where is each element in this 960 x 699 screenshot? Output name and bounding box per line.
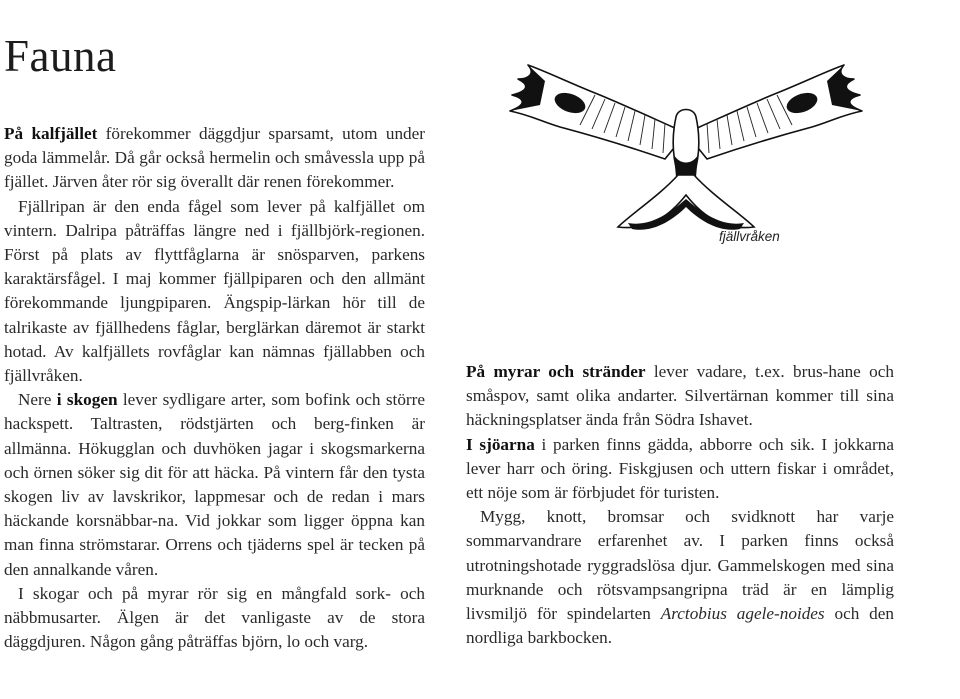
paragraph-sork: I skogar och på myrar rör sig en mångfald sork- och näbbmusarter. Älgen är det vanligaste av de stora däggdjuren. Någon gång påträffas björn, lo och varg. — [4, 583, 425, 652]
paragraph-fjallripan: Fjällripan är den enda fågel som lever på kalfjället om vintern. Dalripa påträffas längre ned i fjällbjörk-regionen. Först på plats av flyttfåglarna är snösparven, parkens karaktärsfågel. I maj kommer fjällpiparen och den allmänt förekommande ljungpiparen. Ängspip-lärkan hör till de talrikaste av fjällhedens fåglar, berglärkan däremot är starkt hotad. Av kalfjällets rovfåglar kan nämnas fjällabben och fjällvråken. — [4, 196, 425, 386]
paragraph-kalfjallet: På kalfjället förekommer däggdjur sparsamt, utom under goda lämmelår. Då går också hermelin och småvessla upp på fjället. Järven åter rör sig överallt där renen förekommer. — [4, 124, 426, 192]
paragraph-sjoarna: I sjöarna i parken finns gädda, abborre och sik. I jokkarna lever harr och öring. Fiskgjusen och uttern fiskar i området, ett nöje som är förbjudet för turisten. — [466, 434, 894, 503]
paragraph-skogen: Nere i skogen lever sydligare arter, som bofink och större hackspett. Taltrasten, rödstjärten och berg-finken är allmänna. Hökugglan och duvhöken jagar i skogsmarkerna och örnen söker sig dit för att häcka. På vintern får den tysta skogen liv av lavskrikor, lappmesar och de redan i mars häckande korsnäbbar-na. Vid jokkar som ligger öppna kan man finna strömstarar. Orrens och tjäderns spel är tecken på den annalkande våren. — [4, 390, 425, 579]
page-title: Fauna — [4, 31, 117, 81]
rough-legged-buzzard-illustration — [500, 55, 872, 240]
image-caption: fjällvråken — [719, 229, 780, 244]
right-column — [466, 360, 894, 650]
species-name: Arctobius agele-noides — [660, 604, 825, 624]
paragraph-myrar: På myrar och stränder lever vadare, t.ex. brus-hane och småspov, samt olika andarter. Silvertärnan kommer till sina häckningsplatser ända från Södra Ishavet. — [466, 362, 894, 430]
paragraph-mygg: Mygg, knott, bromsar och svidknott har varje sommarvandrare erfarenhet av. I parken finns också utrotningshotade ryggradslösa djur. Gammelskogen med sina murknande och rötsvampsangripna träd är en lämplig livsmiljö för spindelarten Arctobius agele-noides och den nordliga barkbocken. — [466, 507, 894, 648]
lead-sjoarna: I sjöarna — [466, 434, 535, 454]
lead-kalfjallet: På kalfjället — [4, 124, 98, 143]
lead-skogen: i skogen — [56, 390, 118, 410]
lead-myrar: På myrar och stränder — [466, 362, 646, 381]
left-column — [4, 122, 425, 654]
